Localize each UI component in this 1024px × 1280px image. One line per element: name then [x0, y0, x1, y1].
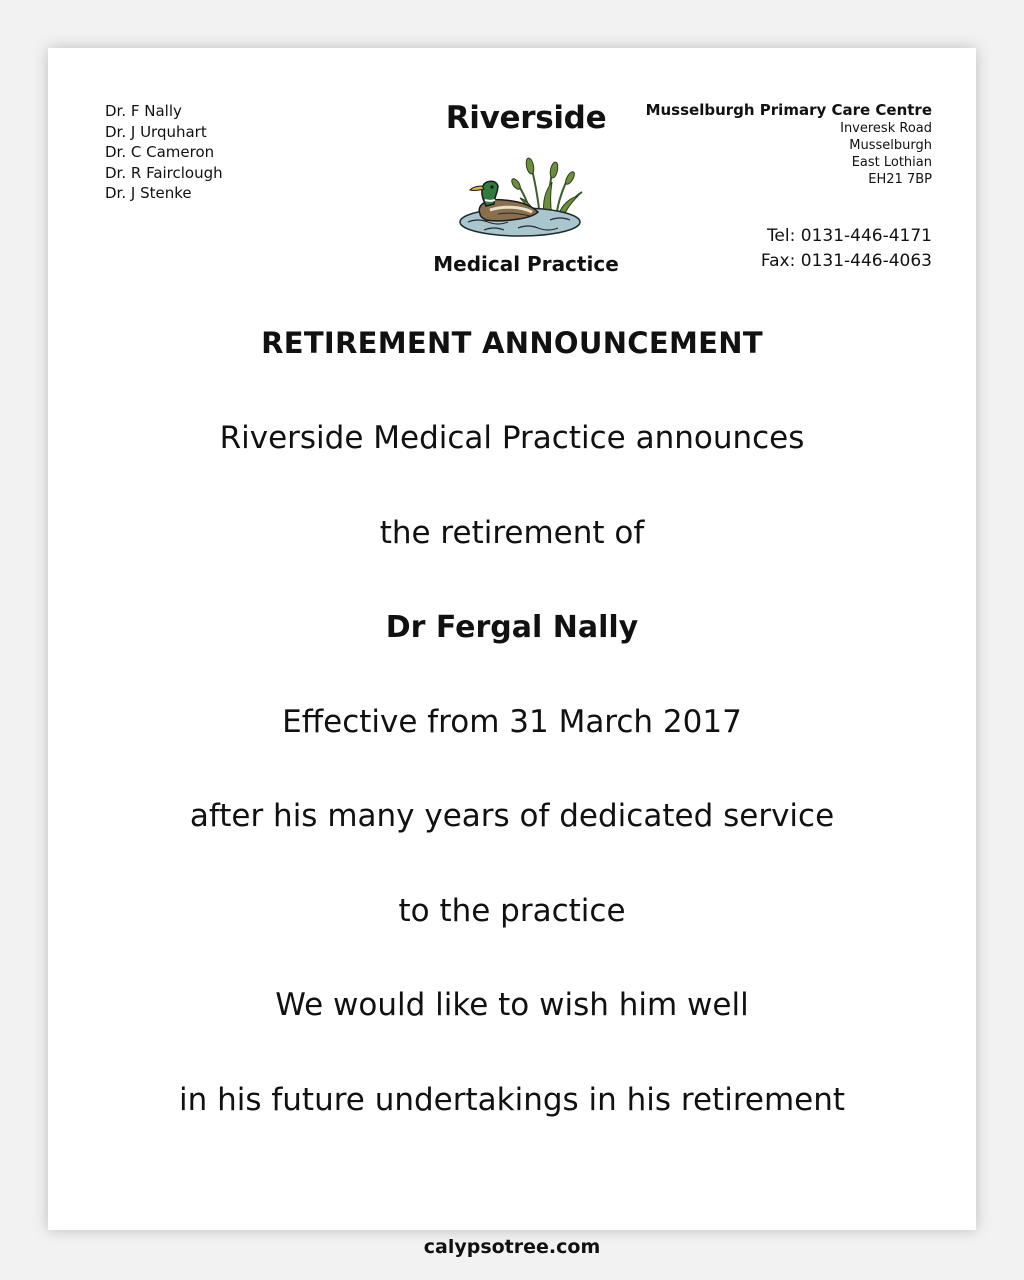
doctor-name: Dr. F Nally [105, 102, 182, 120]
telephone-number: Tel: 0131-446-4171 [766, 226, 932, 246]
doctor-name: Dr. J Stenke [105, 184, 192, 202]
doctor-name: Dr. J Urquhart [105, 122, 207, 141]
contact-details [761, 224, 932, 274]
address-line: EH21 7BP [868, 172, 932, 187]
address-line: Musselburgh [849, 138, 932, 153]
effective-date: Effective from 31 March 2017 [282, 704, 742, 740]
doctor-name: Dr. R Fairclough [105, 163, 223, 182]
announcement-heading: RETIREMENT ANNOUNCEMENT [261, 326, 763, 360]
address-line: East Lothian [851, 155, 932, 170]
watermark-site: calypsotree.com [423, 1236, 601, 1258]
duck-icon [458, 156, 588, 240]
announcement-line: in his future undertakings in his retirement [178, 1082, 846, 1118]
doctors-list [105, 101, 223, 204]
fax-number: Fax: 0131-446-4063 [760, 251, 932, 271]
announcement-line: after his many years of dedicated service [189, 798, 835, 834]
doctor-name: Dr. C Cameron [105, 143, 215, 161]
retiree-name: Dr Fergal Nally [385, 610, 639, 645]
practice-logo-subtitle: Medical Practice [433, 252, 619, 276]
letter-page [48, 48, 976, 1230]
announcement-line: Riverside Medical Practice announces [219, 420, 805, 456]
address-line: Inveresk Road [840, 121, 932, 136]
practice-address [646, 100, 932, 188]
practice-logo-title: Riverside [445, 100, 607, 136]
announcement-line: We would like to wish him well [275, 987, 749, 1023]
care-centre-name: Musselburgh Primary Care Centre [645, 101, 932, 119]
announcement-line: the retirement of [379, 515, 645, 551]
announcement-line: to the practice [398, 893, 626, 929]
